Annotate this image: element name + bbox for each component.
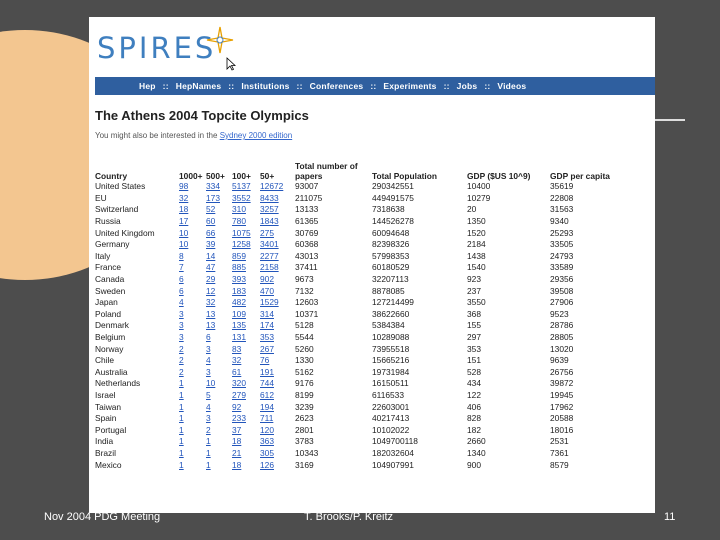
cell-total-population: 6116533 <box>372 389 404 400</box>
nav-videos[interactable]: Videos <box>497 81 527 91</box>
cell-country: EU <box>95 192 107 203</box>
cell-country: United States <box>95 181 146 192</box>
table-row <box>95 204 610 216</box>
cell-gdp: 1340 <box>467 447 486 458</box>
cell-50plus[interactable]: 191 <box>260 366 274 377</box>
cell-total-population: 5384384 <box>372 320 405 331</box>
cell-50plus[interactable]: 363 <box>260 436 274 447</box>
cell-total-papers: 61365 <box>295 216 319 227</box>
cell-100plus[interactable]: 780 <box>232 216 246 227</box>
cell-total-papers: 12603 <box>295 297 319 308</box>
cell-100plus[interactable]: 131 <box>232 332 246 343</box>
cell-country: Mexico <box>95 459 122 470</box>
cell-country: Israel <box>95 389 116 400</box>
col-total-papers: Total number of papers <box>295 161 358 181</box>
cell-total-population: 182032604 <box>372 447 414 458</box>
cell-500plus[interactable]: 1 <box>206 447 211 458</box>
cell-100plus[interactable]: 3552 <box>232 192 251 203</box>
cell-gdp: 1438 <box>467 250 486 261</box>
cell-500plus[interactable]: 13 <box>206 308 216 319</box>
table-row <box>95 378 610 390</box>
table-row <box>95 216 610 228</box>
cell-total-papers: 5162 <box>295 366 314 377</box>
table-row <box>95 436 610 448</box>
cell-1000plus[interactable]: 3 <box>179 332 184 343</box>
cell-500plus[interactable]: 12 <box>206 285 216 296</box>
nav-separator: :: <box>370 81 377 91</box>
cell-country: France <box>95 262 122 273</box>
cell-gdp-per-capita: 9523 <box>550 308 569 319</box>
cell-100plus[interactable]: 92 <box>232 401 242 412</box>
table-row <box>95 239 610 251</box>
cell-50plus[interactable]: 3257 <box>260 204 279 215</box>
cell-1000plus[interactable]: 10 <box>179 239 189 250</box>
cell-500plus[interactable]: 60 <box>206 216 216 227</box>
table-row <box>95 332 610 344</box>
cell-total-population: 15665216 <box>372 355 410 366</box>
cell-1000plus[interactable]: 3 <box>179 320 184 331</box>
cell-50plus[interactable]: 120 <box>260 424 274 435</box>
cell-total-population: 73955518 <box>372 343 410 354</box>
table-row <box>95 309 610 321</box>
nav-experiments[interactable]: Experiments <box>383 81 437 91</box>
cell-gdp-per-capita: 39508 <box>550 285 574 296</box>
cell-total-population: 38622660 <box>372 308 410 319</box>
cell-total-papers: 9673 <box>295 274 314 285</box>
table-row <box>95 424 610 436</box>
table-row <box>95 262 610 274</box>
cell-country: Germany <box>95 239 130 250</box>
cell-gdp-per-capita: 33505 <box>550 239 574 250</box>
cell-gdp-per-capita: 28786 <box>550 320 574 331</box>
cell-50plus[interactable]: 744 <box>260 378 274 389</box>
cell-500plus[interactable]: 39 <box>206 239 216 250</box>
cell-gdp: 900 <box>467 459 481 470</box>
cell-50plus[interactable]: 3401 <box>260 239 279 250</box>
logo-star-icon <box>205 25 235 55</box>
cell-total-population: 10289088 <box>372 332 410 343</box>
cell-gdp: 151 <box>467 355 481 366</box>
cell-gdp-per-capita: 24793 <box>550 250 574 261</box>
table-row <box>95 181 610 193</box>
cell-total-population: 40217413 <box>372 413 410 424</box>
cell-gdp-per-capita: 18016 <box>550 424 574 435</box>
cell-gdp: 368 <box>467 308 481 319</box>
cell-gdp: 2184 <box>467 239 486 250</box>
cell-500plus[interactable]: 6 <box>206 332 211 343</box>
col-100plus: 100+ <box>232 171 251 181</box>
cell-country: Belgium <box>95 332 126 343</box>
cell-gdp-per-capita: 17962 <box>550 401 574 412</box>
cell-1000plus[interactable]: 98 <box>179 181 189 192</box>
cell-country: Poland <box>95 308 122 319</box>
cell-gdp-per-capita: 31563 <box>550 204 574 215</box>
cell-total-population: 60094648 <box>372 227 410 238</box>
cell-gdp-per-capita: 7361 <box>550 447 569 458</box>
cell-50plus[interactable]: 76 <box>260 355 270 366</box>
table-row <box>95 297 610 309</box>
cell-1000plus[interactable]: 2 <box>179 343 184 354</box>
cell-gdp-per-capita: 9340 <box>550 216 569 227</box>
col-500plus: 500+ <box>206 171 225 181</box>
cell-total-papers: 1330 <box>295 355 314 366</box>
cell-1000plus[interactable]: 8 <box>179 250 184 261</box>
mouse-cursor-icon <box>226 57 236 71</box>
cell-500plus[interactable]: 1 <box>206 459 211 470</box>
cell-500plus[interactable]: 4 <box>206 401 211 412</box>
cell-500plus[interactable]: 334 <box>206 181 220 192</box>
cell-country: United Kingdom <box>95 227 155 238</box>
spires-logo[interactable]: SPIRES <box>97 31 217 65</box>
cell-gdp: 155 <box>467 320 481 331</box>
cell-1000plus[interactable]: 7 <box>179 262 184 273</box>
cell-total-population: 60180529 <box>372 262 410 273</box>
nav-separator: :: <box>484 81 491 91</box>
cell-total-papers: 3239 <box>295 401 314 412</box>
cell-gdp: 297 <box>467 332 481 343</box>
page-subtitle <box>95 131 292 140</box>
cell-100plus[interactable]: 1075 <box>232 227 251 238</box>
cell-country: Russia <box>95 216 121 227</box>
cell-500plus[interactable]: 29 <box>206 274 216 285</box>
cell-total-population: 16150511 <box>372 378 409 389</box>
subtitle-text: You might also be interested in the <box>95 131 220 140</box>
cell-500plus[interactable]: 4 <box>206 355 211 366</box>
cell-100plus[interactable]: 393 <box>232 274 246 285</box>
cell-100plus[interactable]: 21 <box>232 447 242 458</box>
cell-gdp: 406 <box>467 401 481 412</box>
cell-country: Chile <box>95 355 115 366</box>
cell-500plus[interactable]: 10 <box>206 378 216 389</box>
cell-gdp-per-capita: 27906 <box>550 297 574 308</box>
cell-100plus[interactable]: 1258 <box>232 239 251 250</box>
sydney-2000-link[interactable]: Sydney 2000 edition <box>219 131 293 140</box>
cell-100plus[interactable]: 310 <box>232 204 246 215</box>
cell-total-papers: 43013 <box>295 250 319 261</box>
cell-country: Brazil <box>95 447 116 458</box>
cell-gdp-per-capita: 25293 <box>550 227 574 238</box>
cell-50plus[interactable]: 902 <box>260 274 274 285</box>
cell-100plus[interactable]: 859 <box>232 250 246 261</box>
cell-100plus[interactable]: 135 <box>232 320 246 331</box>
cell-total-papers: 60368 <box>295 239 319 250</box>
table-row <box>95 251 610 263</box>
cell-100plus[interactable]: 18 <box>232 436 242 447</box>
table-row <box>95 355 610 367</box>
cell-1000plus[interactable]: 1 <box>179 459 184 470</box>
cell-50plus[interactable]: 305 <box>260 447 274 458</box>
cell-total-papers: 13133 <box>295 204 319 215</box>
cell-total-papers: 10371 <box>295 308 319 319</box>
cell-50plus[interactable]: 8433 <box>260 192 279 203</box>
cell-500plus[interactable]: 3 <box>206 413 211 424</box>
cell-total-papers: 10343 <box>295 447 319 458</box>
cell-gdp: 528 <box>467 366 481 377</box>
cell-total-papers: 37411 <box>295 262 318 273</box>
cell-500plus[interactable]: 13 <box>206 320 216 331</box>
cell-50plus[interactable]: 194 <box>260 401 274 412</box>
cell-gdp-per-capita: 9639 <box>550 355 569 366</box>
cell-100plus[interactable]: 233 <box>232 413 246 424</box>
footer-page-number: 11 <box>664 511 676 523</box>
cell-100plus[interactable]: 32 <box>232 355 242 366</box>
cell-total-population: 290342551 <box>372 181 414 192</box>
cell-500plus[interactable]: 52 <box>206 204 216 215</box>
cell-1000plus[interactable]: 17 <box>179 216 189 227</box>
table-row <box>95 193 610 205</box>
cell-total-population: 22603001 <box>372 401 410 412</box>
col-country: Country <box>95 171 128 181</box>
nav-conferences[interactable]: Conferences <box>309 81 364 91</box>
cell-1000plus[interactable]: 18 <box>179 204 189 215</box>
nav-bar <box>95 77 655 95</box>
cell-100plus[interactable]: 83 <box>232 343 242 354</box>
table-row <box>95 390 610 402</box>
col-gdp-per-capita: GDP per capita <box>550 171 610 181</box>
cell-100plus[interactable]: 885 <box>232 262 246 273</box>
cell-country: Sweden <box>95 285 126 296</box>
cell-gdp-per-capita: 8579 <box>550 459 569 470</box>
cell-country: Canada <box>95 274 125 285</box>
cell-100plus[interactable]: 279 <box>232 389 246 400</box>
cell-total-papers: 8199 <box>295 389 314 400</box>
cell-500plus[interactable]: 47 <box>206 262 216 273</box>
cell-gdp: 1520 <box>467 227 486 238</box>
cell-1000plus[interactable]: 2 <box>179 355 184 366</box>
cell-gdp: 923 <box>467 274 481 285</box>
cell-gdp: 353 <box>467 343 481 354</box>
cell-gdp: 3550 <box>467 297 486 308</box>
col-50plus: 50+ <box>260 171 275 181</box>
cell-1000plus[interactable]: 1 <box>179 424 184 435</box>
table-row <box>95 320 610 332</box>
cell-50plus[interactable]: 267 <box>260 343 274 354</box>
cell-total-papers: 2623 <box>295 413 314 424</box>
table-row <box>95 459 610 471</box>
cell-gdp: 434 <box>467 378 481 389</box>
cell-gdp-per-capita: 13020 <box>550 343 574 354</box>
cell-50plus[interactable]: 1529 <box>260 297 279 308</box>
cell-gdp: 182 <box>467 424 481 435</box>
cell-gdp: 2660 <box>467 436 486 447</box>
table-row <box>95 285 610 297</box>
cell-1000plus[interactable]: 1 <box>179 413 184 424</box>
topcite-table <box>95 156 610 471</box>
cell-50plus[interactable]: 353 <box>260 332 274 343</box>
cell-country: Portugal <box>95 424 127 435</box>
col-1000plus: 1000+ <box>179 171 203 181</box>
cell-100plus[interactable]: 5137 <box>232 181 251 192</box>
table-row <box>95 227 610 239</box>
cell-1000plus[interactable]: 6 <box>179 285 184 296</box>
cell-country: Netherlands <box>95 378 141 389</box>
cell-50plus[interactable]: 2158 <box>260 262 279 273</box>
cell-gdp-per-capita: 19945 <box>550 389 574 400</box>
cell-50plus[interactable]: 612 <box>260 389 274 400</box>
cell-total-population: 104907991 <box>372 459 414 470</box>
cell-1000plus[interactable]: 2 <box>179 366 184 377</box>
cell-country: Italy <box>95 250 111 261</box>
cell-gdp-per-capita: 20588 <box>550 413 574 424</box>
cell-total-population: 82398326 <box>372 239 410 250</box>
footer-authors: T. Brooks/P. Kreitz <box>304 511 394 523</box>
cell-total-population: 1049700118 <box>372 436 418 447</box>
cell-country: Denmark <box>95 320 129 331</box>
cell-50plus[interactable]: 275 <box>260 227 274 238</box>
cell-total-population: 8878085 <box>372 285 405 296</box>
cell-100plus[interactable]: 183 <box>232 285 246 296</box>
cell-gdp: 1350 <box>467 216 486 227</box>
cell-country: Switzerland <box>95 204 139 215</box>
cell-1000plus[interactable]: 1 <box>179 401 184 412</box>
cell-500plus[interactable]: 14 <box>206 250 216 261</box>
cell-country: Taiwan <box>95 401 122 412</box>
table-body <box>95 181 610 471</box>
cell-50plus[interactable]: 711 <box>260 413 274 424</box>
cell-gdp-per-capita: 29356 <box>550 274 574 285</box>
cell-gdp: 10400 <box>467 181 491 192</box>
cell-total-papers: 5128 <box>295 320 314 331</box>
cell-50plus[interactable]: 470 <box>260 285 274 296</box>
cell-total-population: 449491575 <box>372 192 414 203</box>
footer-meeting: Nov 2004 PDG Meeting <box>44 511 161 523</box>
cell-country: India <box>95 436 114 447</box>
cell-gdp: 10279 <box>467 192 491 203</box>
cell-country: Norway <box>95 343 124 354</box>
cell-total-papers: 2801 <box>295 424 314 435</box>
cell-100plus[interactable]: 37 <box>232 424 242 435</box>
cell-1000plus[interactable]: 1 <box>179 378 184 389</box>
table-header-row <box>95 156 610 181</box>
screenshot-panel <box>89 17 655 513</box>
table-row <box>95 448 610 460</box>
cell-gdp: 237 <box>467 285 481 296</box>
cell-gdp: 122 <box>467 389 481 400</box>
cell-gdp: 20 <box>467 204 477 215</box>
cell-100plus[interactable]: 61 <box>232 366 242 377</box>
cell-gdp-per-capita: 2531 <box>550 436 569 447</box>
cell-500plus[interactable]: 3 <box>206 366 211 377</box>
page-title: The Athens 2004 Topcite Olympics <box>95 108 309 123</box>
nav-hepnames[interactable]: HepNames <box>175 81 222 91</box>
cell-total-papers: 93007 <box>295 181 319 192</box>
nav-separator: :: <box>443 81 450 91</box>
cell-gdp-per-capita: 26756 <box>550 366 574 377</box>
cell-50plus[interactable]: 2277 <box>260 250 279 261</box>
cell-50plus[interactable]: 126 <box>260 459 274 470</box>
cell-1000plus[interactable]: 1 <box>179 447 184 458</box>
cell-50plus[interactable]: 314 <box>260 308 274 319</box>
cell-100plus[interactable]: 109 <box>232 308 246 319</box>
cell-total-population: 19731984 <box>372 366 410 377</box>
cell-gdp-per-capita: 33589 <box>550 262 574 273</box>
nav-separator: :: <box>296 81 303 91</box>
table-row <box>95 367 610 379</box>
cell-gdp-per-capita: 22808 <box>550 192 574 203</box>
cell-total-population: 144526278 <box>372 216 414 227</box>
cell-gdp: 1540 <box>467 262 486 273</box>
cell-500plus[interactable]: 5 <box>206 389 211 400</box>
nav-hep[interactable]: Hep <box>139 81 156 91</box>
nav-institutions[interactable]: Institutions <box>241 81 290 91</box>
cell-1000plus[interactable]: 32 <box>179 192 189 203</box>
cell-total-population: 10102022 <box>372 424 410 435</box>
cell-1000plus[interactable]: 1 <box>179 436 184 447</box>
cell-total-papers: 30769 <box>295 227 319 238</box>
cell-1000plus[interactable]: 6 <box>179 274 184 285</box>
cell-country: Australia <box>95 366 128 377</box>
cell-total-papers: 3169 <box>295 459 314 470</box>
cell-50plus[interactable]: 174 <box>260 320 274 331</box>
cell-500plus[interactable]: 1 <box>206 436 211 447</box>
cell-total-papers: 211075 <box>295 192 323 203</box>
cell-1000plus[interactable]: 3 <box>179 308 184 319</box>
cell-gdp-per-capita: 28805 <box>550 332 574 343</box>
table-row <box>95 343 610 355</box>
cell-total-population: 32207113 <box>372 274 409 285</box>
cell-1000plus[interactable]: 4 <box>179 297 184 308</box>
col-gdp: GDP ($US 10^9) <box>467 171 531 181</box>
cell-1000plus[interactable]: 10 <box>179 227 189 238</box>
nav-separator: :: <box>228 81 235 91</box>
col-total-population: Total Population <box>372 171 437 181</box>
cell-total-papers: 5260 <box>295 343 314 354</box>
table-row <box>95 401 610 413</box>
nav-jobs[interactable]: Jobs <box>456 81 478 91</box>
cell-total-papers: 9176 <box>295 378 314 389</box>
decorative-line <box>655 119 685 121</box>
nav-separator: :: <box>162 81 169 91</box>
cell-100plus[interactable]: 18 <box>232 459 242 470</box>
cell-total-papers: 7132 <box>295 285 314 296</box>
cell-gdp-per-capita: 39872 <box>550 378 574 389</box>
cell-gdp: 828 <box>467 413 481 424</box>
cell-50plus[interactable]: 1843 <box>260 216 279 227</box>
cell-500plus[interactable]: 2 <box>206 424 211 435</box>
cell-500plus[interactable]: 173 <box>206 192 220 203</box>
cell-total-population: 7318638 <box>372 204 405 215</box>
cell-total-population: 127214499 <box>372 297 414 308</box>
cell-total-papers: 3783 <box>295 436 314 447</box>
cell-50plus[interactable]: 12672 <box>260 181 284 192</box>
cell-gdp-per-capita: 35619 <box>550 181 574 192</box>
table-row <box>95 413 610 425</box>
cell-500plus[interactable]: 32 <box>206 297 216 308</box>
cell-100plus[interactable]: 482 <box>232 297 246 308</box>
cell-1000plus[interactable]: 1 <box>179 389 184 400</box>
cell-total-population: 57998353 <box>372 250 410 261</box>
cell-100plus[interactable]: 320 <box>232 378 246 389</box>
cell-country: Japan <box>95 297 118 308</box>
cell-total-papers: 5544 <box>295 332 314 343</box>
cell-500plus[interactable]: 66 <box>206 227 216 238</box>
table-row <box>95 274 610 286</box>
cell-country: Spain <box>95 413 117 424</box>
cell-500plus[interactable]: 3 <box>206 343 211 354</box>
